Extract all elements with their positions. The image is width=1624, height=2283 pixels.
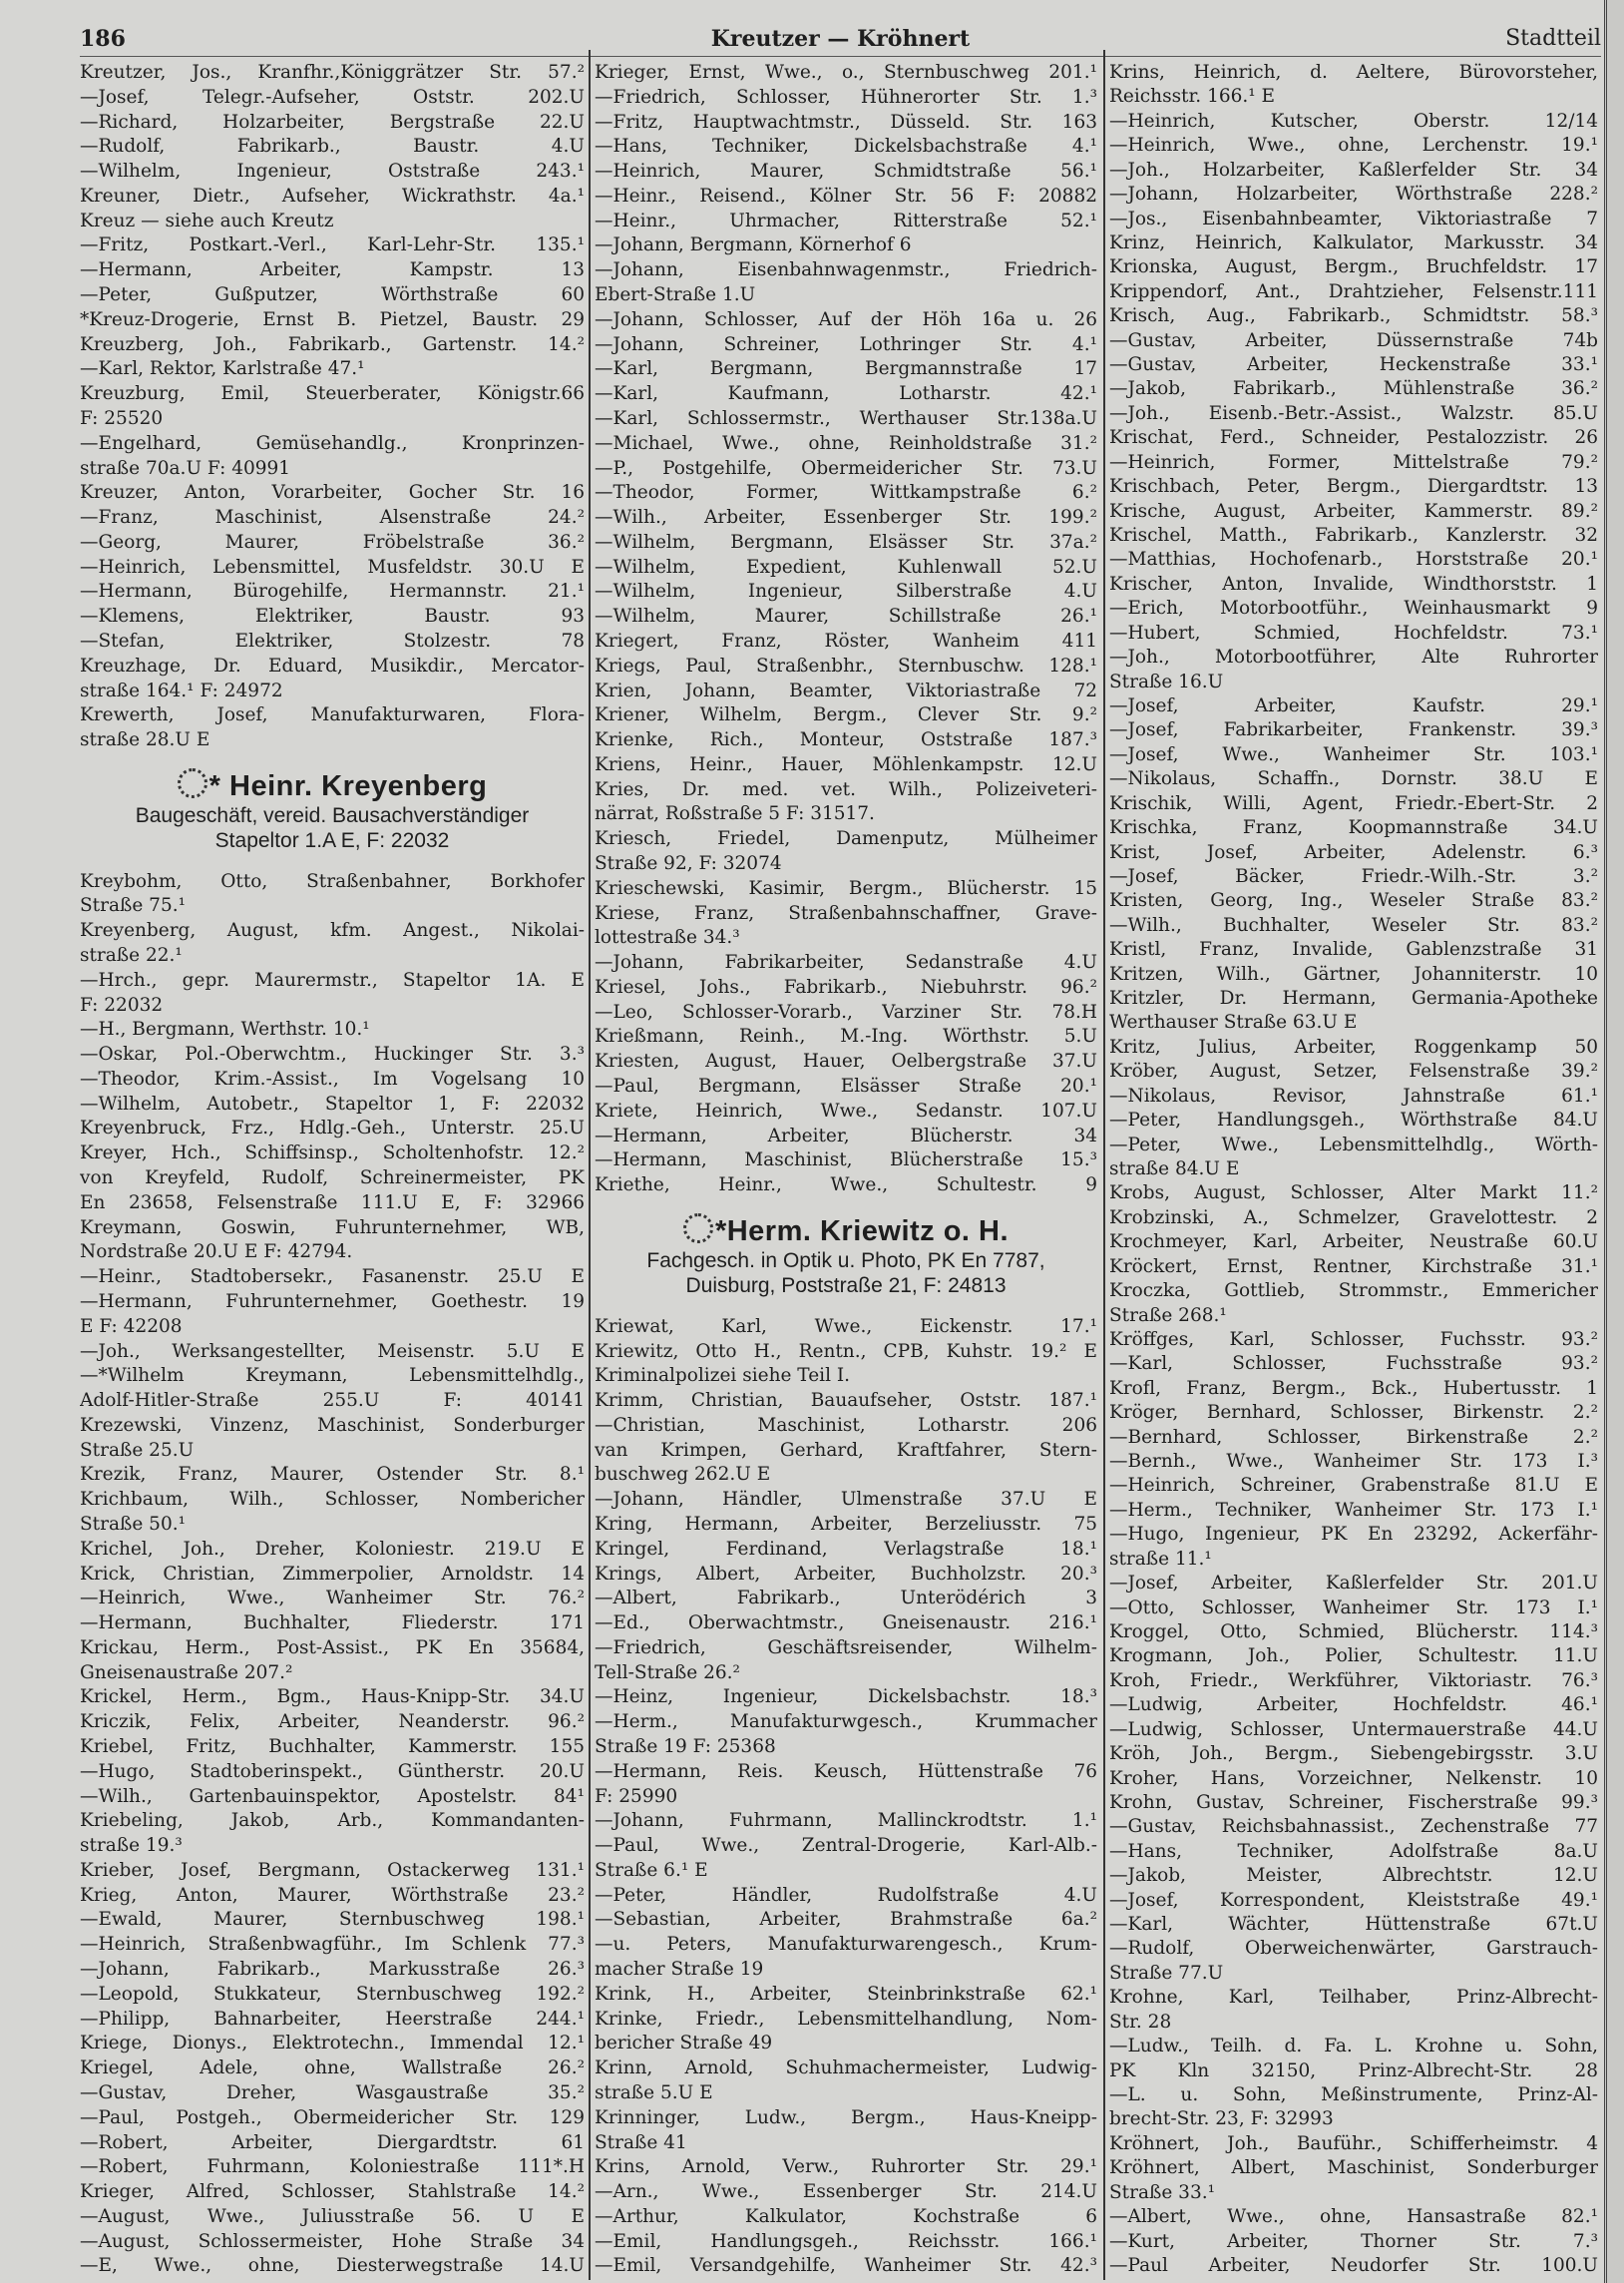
directory-entry-line: Kreuzhage, Dr. Eduard, Musikdir., Mercator- — [80, 655, 585, 677]
directory-entry-line: Krochmeyer, Karl, Arbeiter, Neustraße 60.U — [1109, 1231, 1598, 1253]
advertisement-name-text: * Heinr. Kreyenberg — [208, 769, 488, 802]
directory-entry-line: Straße 50.¹ — [80, 1513, 187, 1535]
directory-entry-line: Krogmann, Joh., Polier, Schultestr. 11.U — [1109, 1645, 1598, 1667]
directory-entry-line: *Kreuz-Drogerie, Ernst B. Pietzel, Baustr. 29 — [80, 308, 585, 330]
directory-entry-line: Krischik, Willi, Agent, Friedr.-Ebert-Str. 2 — [1109, 792, 1598, 814]
directory-entry-line: —August, Schlossermeister, Hohe Straße 34 — [80, 2230, 585, 2252]
advertisement-name — [595, 1213, 1097, 1248]
directory-entry-line: —Christian, Maschinist, Lotharstr. 206 — [595, 1414, 1097, 1436]
directory-entry-line: —Ewald, Maurer, Sternbuschweg 198.¹ — [80, 1909, 585, 1931]
directory-entry-line: —Johann, Fuhrmann, Mallinckrodtstr. 1.¹ — [595, 1810, 1097, 1832]
directory-entry-line: PK Kln 32150, Prinz-Albrecht-Str. 28 — [1109, 2059, 1598, 2081]
directory-entry-line: Krohn, Gustav, Schreiner, Fischerstraße 99.³ — [1109, 1791, 1598, 1813]
directory-entry-line: Kring, Hermann, Arbeiter, Berzeliusstr. 75 — [595, 1513, 1097, 1535]
directory-entry-line: —Bernhard, Schlosser, Birkenstraße 2.² — [1109, 1426, 1598, 1448]
directory-entry-line: Kroczka, Gottlieb, Strommstr., Emmericher — [1109, 1280, 1598, 1302]
directory-entry-line: Krichbaum, Wilh., Schlosser, Nombericher — [80, 1489, 585, 1511]
directory-entry-line: Krießmann, Reinh., M.-Ing. Wörthstr. 5.U — [595, 1026, 1097, 1048]
directory-entry-line: —Hrch., gepr. Maurermstr., Stapeltor 1A. E — [80, 969, 585, 991]
directory-entry-line: Kriegel, Adele, ohne, Wallstraße 26.² — [80, 2057, 585, 2079]
directory-entry-line: —Ed., Oberwachtmstr., Gneisenaustr. 216.¹ — [595, 1612, 1097, 1634]
directory-entry-line: —Friedrich, Schlosser, Hühnerorter Str. 1.³ — [595, 86, 1097, 108]
directory-entry-line: Krien, Johann, Beamter, Viktoriastraße 72 — [595, 680, 1097, 701]
directory-entry-line: Kriener, Wilhelm, Bergm., Clever Str. 9.² — [595, 704, 1097, 726]
directory-entry-line: Kreuz — siehe auch Kreutz — [80, 210, 334, 231]
directory-entry-line: —Bernh., Wwe., Wanheimer Str. 173 I.³ — [1109, 1451, 1598, 1473]
directory-entry-line: Krofl, Franz, Bergm., Bck., Hubertusstr. 1 — [1109, 1377, 1598, 1399]
directory-entry-line: straße 84.U E — [1109, 1157, 1240, 1179]
directory-entry-line: Krins, Heinrich, d. Aeltere, Bürovorsteher, — [1109, 62, 1598, 83]
directory-entry-line: F: 25990 — [595, 1785, 678, 1807]
directory-entry-line: —Franz, Maschinist, Alsenstraße 24.² — [80, 507, 585, 529]
directory-entry-line: Kreuzer, Anton, Vorarbeiter, Gocher Str. 16 — [80, 482, 585, 504]
directory-entry-line: —Kurt, Arbeiter, Thorner Str. 7.³ — [1109, 2230, 1598, 2252]
directory-entry-line: Krewerth, Josef, Manufakturwaren, Flora- — [80, 704, 585, 726]
directory-entry-line: Krieber, Josef, Bergmann, Ostackerweg 131.¹ — [80, 1859, 585, 1881]
directory-entry-line: —Hermann, Maschinist, Blücherstraße 15.³ — [595, 1149, 1097, 1171]
directory-entry-line: Str. 28 — [1109, 2011, 1172, 2033]
directory-entry-line: —Ludw., Teilh. d. Fa. L. Krohne u. Sohn, — [1109, 2036, 1598, 2057]
directory-entry-line: —Heinrich, Former, Mittelstraße 79.² — [1109, 451, 1598, 473]
next-page-edge — [1604, 0, 1624, 2283]
directory-entry-line: —Josef, Arbeiter, Kaßlerfelder Str. 201.U — [1109, 1573, 1598, 1595]
directory-entry-line: Kriebel, Fritz, Buchhalter, Kammerstr. 155 — [80, 1736, 585, 1757]
directory-entry-line: —Johann, Bergmann, Körnerhof 6 — [595, 234, 912, 256]
directory-entry-line: —Johann, Schreiner, Lothringer Str. 4.¹ — [595, 333, 1097, 355]
directory-entry-line: F: 22032 — [80, 994, 164, 1016]
directory-entry-line: Kreymann, Goswin, Fuhrunternehmer, WB, — [80, 1216, 585, 1238]
directory-entry-line: Krobzinski, A., Schmelzer, Gravelottestr. 2 — [1109, 1206, 1598, 1228]
directory-entry-line: Krippendorf, Ant., Drahtzieher, Felsenstr.111 — [1109, 280, 1598, 302]
directory-entry-line: —Leo, Schlosser-Vorarb., Varziner Str. 78.H — [595, 1001, 1097, 1023]
directory-entry-line: En 23658, Felsenstraße 111.U E, F: 32966 — [80, 1191, 585, 1213]
directory-entry-line: Krinn, Arnold, Schuhmachermeister, Ludwig- — [595, 2057, 1097, 2079]
directory-entry-line: Straße 268.¹ — [1109, 1304, 1227, 1326]
directory-entry-line: —Jakob, Fabrikarb., Mühlenstraße 36.² — [1109, 378, 1598, 400]
directory-entry-line: Straße 33.¹ — [1109, 2181, 1216, 2203]
directory-entry-line: —Heinrich, Wwe., ohne, Lerchenstr. 19.¹ — [1109, 135, 1598, 157]
directory-entry-line: Krieschewski, Kasimir, Bergm., Blücherstr. 15 — [595, 877, 1097, 899]
directory-entry-line: —Matthias, Hochofenarb., Horststraße 20.¹ — [1109, 549, 1598, 571]
directory-entry-line: —Hermann, Arbeiter, Blücherstr. 34 — [595, 1125, 1097, 1146]
directory-entry-line: —Joh., Werksangestellter, Meisenstr. 5.U E — [80, 1340, 585, 1362]
directory-entry-line: bericher Straße 49 — [595, 2033, 773, 2055]
directory-entry-line: —August, Wwe., Juliusstraße 56. U E — [80, 2205, 585, 2227]
directory-entry-line: Krieger, Alfred, Schlosser, Stahlstraße 14.² — [80, 2181, 585, 2203]
directory-entry-line: Kroher, Hans, Vorzeichner, Nelkenstr. 10 — [1109, 1767, 1598, 1789]
directory-entry-line: —Heinr., Reisend., Kölner Str. 56 F: 20882 — [595, 185, 1097, 207]
directory-entry-line: —Jos., Eisenbahnbeamter, Viktoriastraße 7 — [1109, 208, 1598, 229]
directory-entry-line: —u. Peters, Manufakturwarengesch., Krum- — [595, 1934, 1097, 1956]
directory-column-1 — [80, 62, 585, 2277]
directory-entry-line: —Hubert, Schmied, Hochfeldstr. 73.¹ — [1109, 622, 1598, 644]
directory-entry-line: Krezik, Franz, Maurer, Ostender Str. 8.¹ — [80, 1464, 585, 1486]
directory-entry-line: —Hermann, Bürogehilfe, Hermannstr. 21.¹ — [80, 581, 585, 603]
directory-entry-line: —Johann, Holzarbeiter, Wörthstraße 228.² — [1109, 184, 1598, 206]
directory-entry-line: —Paul, Bergmann, Elsässer Straße 20.¹ — [595, 1076, 1097, 1098]
directory-entry-line: —Klemens, Elektriker, Baustr. 93 — [80, 606, 585, 628]
directory-entry-line: Kröh, Joh., Bergm., Siebengebirgsstr. 3.U — [1109, 1743, 1598, 1765]
directory-entry-line: Straße 19 F: 25368 — [595, 1736, 776, 1757]
directory-column-2 — [595, 62, 1097, 2277]
directory-entry-line: straße 11.¹ — [1109, 1548, 1212, 1570]
directory-entry-line: —Engelhard, Gemüsehandlg., Kronprinzen- — [80, 432, 585, 454]
directory-entry-line: Kristen, Georg, Ing., Weseler Straße 83.² — [1109, 890, 1598, 912]
directory-entry-line: —Friedrich, Geschäftsreisender, Wilhelm- — [595, 1636, 1097, 1658]
directory-entry-line: F: 25520 — [80, 407, 164, 429]
advertisement-detail: Duisburg, Poststraße 21, F: 24813 — [685, 1273, 1007, 1297]
directory-entry-line: Nordstraße 20.U E F: 42794. — [80, 1241, 353, 1263]
directory-entry-line: Krischat, Ferd., Schneider, Pestalozzistr. 26 — [1109, 427, 1598, 449]
directory-entry-line: Kröhnert, Albert, Maschinist, Sonderburger — [1109, 2157, 1598, 2179]
directory-entry-line: —Wilhelm, Bergmann, Elsässer Str. 37a.² — [595, 531, 1097, 553]
directory-entry-line: —Arthur, Kalkulator, Kochstraße 6 — [595, 2205, 1097, 2227]
directory-entry-line: Kriese, Franz, Straßenbahnschaffner, Grave- — [595, 902, 1097, 924]
directory-entry-line: —Hans, Techniker, Adolfstraße 8a.U — [1109, 1840, 1598, 1862]
directory-entry-line: Krischbach, Peter, Bergm., Diergardtstr. 13 — [1109, 476, 1598, 498]
directory-entry-line: Krieg, Anton, Maurer, Wörthstraße 23.² — [80, 1884, 585, 1906]
directory-entry-line: Kriegs, Paul, Straßenbhr., Sternbuschw. 128.¹ — [595, 655, 1097, 677]
directory-entry-line: Krichel, Joh., Dreher, Koloniestr. 219.U E — [80, 1538, 585, 1560]
directory-entry-line: —Joh., Motorbootführer, Alte Ruhrorter — [1109, 647, 1598, 669]
directory-entry-line: —L. u. Sohn, Meßinstrumente, Prinz-Al- — [1109, 2084, 1598, 2106]
directory-entry-line: —Karl, Rektor, Karlstraße 47.¹ — [80, 358, 365, 380]
directory-entry-line: Krins, Arnold, Verw., Ruhrorter Str. 29.¹ — [595, 2156, 1097, 2178]
advertisement-block — [595, 1199, 1097, 1312]
directory-entry-line: straße 164.¹ F: 24972 — [80, 680, 283, 701]
directory-entry-line: —Josef, Korrespondent, Kleiststraße 49.¹ — [1109, 1889, 1598, 1911]
directory-entry-line: Kriegert, Franz, Röster, Wanheim 411 — [595, 630, 1097, 652]
directory-entry-line: Straße 16.U — [1109, 671, 1224, 692]
directory-entry-line: —P., Postgehilfe, Obermeidericher Str. 73.U — [595, 457, 1097, 479]
directory-entry-line: —Wilh., Buchhalter, Weseler Str. 83.² — [1109, 914, 1598, 936]
directory-entry-line: Kreybohm, Otto, Straßenbahner, Borkhofer — [80, 870, 585, 892]
directory-entry-line: Kröhnert, Joh., Bauführ., Schifferheimstr. 4 — [1109, 2132, 1598, 2154]
directory-entry-line: Kröckert, Ernst, Rentner, Kirchstraße 31.¹ — [1109, 1255, 1598, 1277]
directory-entry-line: —Stefan, Elektriker, Stolzestr. 78 — [80, 630, 585, 652]
directory-entry-line: Kreyenberg, August, kfm. Angest., Nikolai- — [80, 920, 585, 942]
wreath-logo-icon — [178, 768, 207, 798]
directory-entry-line: —Ludwig, Arbeiter, Hochfeldstr. 46.¹ — [1109, 1694, 1598, 1716]
directory-entry-line: straße 28.U E — [80, 729, 210, 751]
page-header — [80, 22, 1601, 56]
advertisement-detail: Stapeltor 1.A E, F: 22032 — [214, 828, 450, 852]
directory-entry-line: Krings, Albert, Arbeiter, Buchholzstr. 20.³ — [595, 1563, 1097, 1585]
directory-entry-line: —Jakob, Meister, Albrechtstr. 12.U — [1109, 1865, 1598, 1887]
directory-entry-line: —Hermann, Reis. Keusch, Hüttenstraße 76 — [595, 1760, 1097, 1782]
directory-entry-line: Straße 41 — [595, 2131, 687, 2153]
directory-entry-line: —Josef, Fabrikarbeiter, Frankenstr. 39.³ — [1109, 719, 1598, 741]
directory-entry-line: Kriesch, Friedel, Damenputz, Mülheimer — [595, 828, 1097, 850]
advertisement-detail: Fachgesch. in Optik u. Photo, PK En 7787, — [646, 1248, 1045, 1272]
directory-entry-line: —Wilh., Gartenbauinspektor, Apostelstr. 84¹ — [80, 1785, 585, 1807]
directory-entry-line: Kritzen, Wilh., Gärtner, Johanniterstr. 10 — [1109, 963, 1598, 985]
directory-entry-line: —Herm., Techniker, Wanheimer Str. 173 I.¹ — [1109, 1499, 1598, 1521]
directory-entry-line: Straße 77.U — [1109, 1962, 1224, 1984]
directory-entry-line: närrat, Roßstraße 5 F: 31517. — [595, 803, 875, 825]
directory-entry-line: —Theodor, Krim.-Assist., Im Vogelsang 10 — [80, 1068, 585, 1090]
directory-entry-line: —Hugo, Stadtoberinspekt., Güntherstr. 20.U — [80, 1760, 585, 1782]
directory-entry-line: —Wilh., Arbeiter, Essenberger Str. 199.² — [595, 507, 1097, 529]
advertisement-name-text: *Herm. Kriewitz o. H. — [714, 1214, 1010, 1247]
directory-entry-line: Kritzler, Dr. Hermann, Germania-Apotheke — [1109, 988, 1598, 1010]
directory-entry-line: —Peter, Handlungsgeh., Wörthstraße 84.U — [1109, 1110, 1598, 1132]
directory-entry-line: —Erich, Motorbootführ., Weinhausmarkt 9 — [1109, 598, 1598, 620]
directory-entry-line: —*Wilhelm Kreymann, Lebensmittelhdlg., — [80, 1365, 585, 1387]
column-divider — [589, 50, 591, 2280]
directory-entry-line: Kriminalpolizei siehe Teil I. — [595, 1365, 851, 1387]
directory-entry-line: —Ludwig, Schlosser, Untermauerstraße 44.U — [1109, 1718, 1598, 1740]
directory-entry-line: —E, Wwe., ohne, Diesterwegstraße 14.U — [80, 2255, 585, 2277]
directory-entry-line: Krieger, Ernst, Wwe., o., Sternbuschweg 201.¹ — [595, 62, 1097, 83]
directory-entry-line: —Herm., Manufakturwgesch., Krummacher — [595, 1711, 1097, 1733]
directory-entry-line: —Gustav, Arbeiter, Heckenstraße 33.¹ — [1109, 354, 1598, 376]
directory-entry-line: Reichsstr. 166.¹ E — [1109, 86, 1276, 108]
directory-entry-line: —Karl, Kaufmann, Lotharstr. 42.¹ — [595, 383, 1097, 405]
directory-entry-line: —Sebastian, Arbeiter, Brahmstraße 6a.² — [595, 1909, 1097, 1931]
directory-entry-line: —Oskar, Pol.-Oberwchtm., Huckinger Str. 3.³ — [80, 1044, 585, 1066]
directory-entry-line: von Kreyfeld, Rudolf, Schreinermeister, PK — [80, 1167, 585, 1189]
directory-entry-line: Kröffges, Karl, Schlosser, Fuchsstr. 93.² — [1109, 1328, 1598, 1350]
directory-entry-line: buschweg 262.U E — [595, 1464, 771, 1486]
directory-entry-line: Tell-Straße 26.² — [595, 1661, 740, 1683]
directory-entry-line: —Josef, Bäcker, Friedr.-Wilh.-Str. 3.² — [1109, 865, 1598, 887]
directory-entry-line: —Peter, Händler, Rudolfstraße 4.U — [595, 1884, 1097, 1906]
directory-entry-line: Adolf-Hitler-Straße 255.U F: 40141 — [80, 1390, 585, 1412]
directory-entry-line: Kriewitz, Otto H., Rentn., CPB, Kuhstr. 19.² E — [595, 1340, 1097, 1362]
directory-entry-line: —Nikolaus, Revisor, Jahnstraße 61.¹ — [1109, 1085, 1598, 1107]
directory-entry-line: Kries, Dr. med. vet. Wilh., Polizeiveteri- — [595, 778, 1097, 800]
directory-entry-line: —Philipp, Bahnarbeiter, Heerstraße 244.¹ — [80, 2008, 585, 2030]
directory-entry-line: —Gustav, Dreher, Wasgaustraße 35.² — [80, 2081, 585, 2103]
directory-entry-line: —Wilhelm, Autobetr., Stapeltor 1, F: 22032 — [80, 1093, 585, 1115]
directory-entry-line: straße 5.U E — [595, 2081, 713, 2103]
directory-entry-line: Kreyer, Hch., Schiffsinsp., Scholtenhofstr. 12.² — [80, 1142, 585, 1164]
directory-entry-line: Krionska, August, Bergm., Bruchfeldstr. 17 — [1109, 256, 1598, 278]
header-rule — [80, 56, 1601, 57]
directory-entry-line: E F: 42208 — [80, 1315, 183, 1337]
directory-entry-line: Kroh, Friedr., Werkführer, Viktoriastr. 76.³ — [1109, 1669, 1598, 1691]
column-divider — [1103, 50, 1105, 2280]
directory-entry-line: Krinke, Friedr., Lebensmittelhandlung, Nom- — [595, 2008, 1097, 2030]
directory-entry-line: —Johann, Händler, Ulmenstraße 37.U E — [595, 1489, 1097, 1511]
directory-entry-line: —Heinrich, Lebensmittel, Musfeldstr. 30.U E — [80, 556, 585, 578]
directory-entry-line: —Rudolf, Oberweichenwärter, Garstrauch- — [1109, 1938, 1598, 1960]
directory-entry-line: —Robert, Fuhrmann, Koloniestraße 111*.H — [80, 2156, 585, 2178]
running-title: Kreutzer — Kröhnert — [710, 26, 971, 52]
directory-entry-line: —H., Bergmann, Werthstr. 10.¹ — [80, 1019, 370, 1041]
directory-entry-line: —Nikolaus, Schaffn., Dornstr. 38.U E — [1109, 768, 1598, 790]
directory-entry-line: —Richard, Holzarbeiter, Bergstraße 22.U — [80, 111, 585, 133]
page-number: 186 — [80, 26, 126, 52]
directory-entry-line: Kriesel, Johs., Fabrikarb., Niebuhrstr. 96.² — [595, 976, 1097, 998]
directory-entry-line: Krischer, Anton, Invalide, Windthorststr. 1 — [1109, 573, 1598, 595]
directory-entry-line: —Wilhelm, Ingenieur, Oststraße 243.¹ — [80, 161, 585, 183]
directory-entry-line: Krischel, Matth., Fabrikarb., Kanzlerstr. 32 — [1109, 525, 1598, 547]
directory-entry-line: —Josef, Wwe., Wanheimer Str. 103.¹ — [1109, 743, 1598, 765]
advertisement-detail: Baugeschäft, vereid. Bausachverständiger — [135, 803, 530, 827]
directory-entry-line: —Johann, Schlosser, Auf der Höh 16a u. 26 — [595, 308, 1097, 330]
directory-entry-line: Straße 75.¹ — [80, 895, 187, 917]
wreath-logo-icon — [683, 1213, 713, 1243]
directory-entry-line: —Joh., Holzarbeiter, Kaßlerfelder Str. 34 — [1109, 159, 1598, 181]
directory-entry-line: straße 22.¹ — [80, 945, 183, 966]
directory-entry-line: —Heinrich, Kutscher, Oberstr. 12/14 — [1109, 110, 1598, 132]
directory-entry-line: Kriethe, Heinr., Wwe., Schultestr. 9 — [595, 1174, 1097, 1196]
directory-entry-line: —Heinr., Stadtobersekr., Fasanenstr. 25.U E — [80, 1266, 585, 1288]
directory-entry-line: —Heinrich, Schreiner, Grabenstraße 81.U E — [1109, 1475, 1598, 1497]
directory-entry-line: —Paul, Wwe., Zentral-Drogerie, Karl-Alb.- — [595, 1835, 1097, 1857]
directory-entry-line: —Heinrich, Maurer, Schmidtstraße 56.¹ — [595, 161, 1097, 183]
directory-entry-line: Krickau, Herm., Post-Assist., PK En 35684, — [80, 1636, 585, 1658]
directory-entry-line: —Josef, Telegr.-Aufseher, Oststr. 202.U — [80, 86, 585, 108]
directory-entry-line: —Josef, Arbeiter, Kaufstr. 29.¹ — [1109, 694, 1598, 716]
directory-entry-line: —Hermann, Buchhalter, Fliederstr. 171 — [80, 1612, 585, 1634]
directory-entry-line: —Paul, Postgeh., Obermeidericher Str. 129 — [80, 2106, 585, 2128]
directory-entry-line: —Gustav, Arbeiter, Düssernstraße 74b — [1109, 329, 1598, 351]
directory-entry-line: —Georg, Maurer, Fröbelstraße 36.² — [80, 531, 585, 553]
directory-entry-line: Kröger, Bernhard, Schlosser, Birkenstr. 2.² — [1109, 1402, 1598, 1424]
directory-entry-line: Kriens, Heinr., Hauer, Möhlenkampstr. 12.U — [595, 753, 1097, 775]
directory-entry-line: Kroggel, Otto, Schmied, Blücherstr. 114.³ — [1109, 1621, 1598, 1642]
directory-entry-line: Kriebeling, Jakob, Arb., Kommandanten- — [80, 1810, 585, 1832]
directory-entry-line: Krimm, Christian, Bauaufseher, Oststr. 187.¹ — [595, 1390, 1097, 1412]
directory-entry-line: —Rudolf, Fabrikarb., Baustr. 4.U — [80, 136, 585, 158]
directory-entry-line: Kriewat, Karl, Wwe., Eickenstr. 17.¹ — [595, 1315, 1097, 1337]
advertisement-block — [80, 754, 585, 867]
directory-entry-line: Kriete, Heinrich, Wwe., Sedanstr. 107.U — [595, 1100, 1097, 1122]
directory-entry-line: —Wilhelm, Ingenieur, Silberstraße 4.U — [595, 581, 1097, 603]
directory-entry-line: —Otto, Schlosser, Wanheimer Str. 173 I.¹ — [1109, 1597, 1598, 1618]
directory-entry-line: brecht-Str. 23, F: 32993 — [1109, 2108, 1334, 2130]
directory-entry-line: —Gustav, Reichsbahnassist., Zechenstraße 77 — [1109, 1816, 1598, 1838]
directory-entry-line: —Emil, Handlungsgeh., Reichsstr. 166.¹ — [595, 2230, 1097, 2252]
directory-entry-line: Kriczik, Felix, Arbeiter, Neanderstr. 96.² — [80, 1711, 585, 1733]
directory-entry-line: straße 19.³ — [80, 1835, 183, 1857]
directory-entry-line: —Hans, Techniker, Dickelsbachstraße 4.¹ — [595, 136, 1097, 158]
directory-entry-line: Kreyenbruck, Frz., Hdlg.-Geh., Unterstr. 25.U — [80, 1118, 585, 1140]
directory-entry-line: —Robert, Arbeiter, Diergardtstr. 61 — [80, 2131, 585, 2153]
directory-entry-line: Ebert-Straße 1.U — [595, 284, 756, 306]
directory-entry-line: —Hugo, Ingenieur, PK En 23292, Ackerfähr- — [1109, 1524, 1598, 1546]
directory-entry-line: Krobs, August, Schlosser, Alter Markt 11.² — [1109, 1182, 1598, 1204]
directory-entry-line: —Hermann, Arbeiter, Kampstr. 13 — [80, 259, 585, 281]
directory-entry-line: —Heinr., Uhrmacher, Ritterstraße 52.¹ — [595, 210, 1097, 231]
directory-entry-line: —Fritz, Hauptwachtmstr., Düsseld. Str. 163 — [595, 111, 1097, 133]
directory-entry-line: Werthauser Straße 63.U E — [1109, 1012, 1358, 1034]
directory-entry-line: Kringel, Ferdinand, Verlagstraße 18.¹ — [595, 1538, 1097, 1560]
directory-entry-line: Kristl, Franz, Invalide, Gablenzstraße 31 — [1109, 939, 1598, 961]
directory-entry-line: Gneisenaustraße 207.² — [80, 1661, 293, 1683]
directory-entry-line: Krienke, Rich., Monteur, Oststraße 187.³ — [595, 729, 1097, 751]
directory-entry-line: —Michael, Wwe., ohne, Reinholdstraße 31.² — [595, 432, 1097, 454]
directory-entry-line: Straße 92, F: 32074 — [595, 853, 782, 874]
directory-entry-line: —Johann, Fabrikarbeiter, Sedanstraße 4.U — [595, 952, 1097, 974]
directory-entry-line: —Peter, Wwe., Lebensmittelhdlg., Wörth- — [1109, 1134, 1598, 1155]
directory-entry-line: —Hermann, Fuhrunternehmer, Goethestr. 19 — [80, 1290, 585, 1312]
directory-entry-line: —Karl, Schlossermstr., Werthauser Str.138a.U — [595, 407, 1097, 429]
directory-entry-line: Kriege, Dionys., Elektrotechn., Immendal 12.¹ — [80, 2033, 585, 2055]
directory-column-3 — [1109, 62, 1598, 2277]
directory-entry-line: Krohne, Karl, Teilhaber, Prinz-Albrecht- — [1109, 1987, 1598, 2009]
directory-entry-line: —Wilhelm, Maurer, Schillstraße 26.¹ — [595, 606, 1097, 628]
directory-entry-line: macher Straße 19 — [595, 1959, 764, 1981]
directory-entry-line: —Heinrich, Straßenbwagführ., Im Schlenk 77.³ — [80, 1934, 585, 1956]
directory-entry-line: —Fritz, Postkart.-Verl., Karl-Lehr-Str. 135.¹ — [80, 234, 585, 256]
directory-entry-line: Krinninger, Ludw., Bergm., Haus-Kneipp- — [595, 2106, 1097, 2128]
directory-entry-line: Krezewski, Vinzenz, Maschinist, Sonderburger — [80, 1414, 585, 1436]
directory-entry-line: Krischka, Franz, Koopmannstraße 34.U — [1109, 817, 1598, 839]
directory-entry-line: Kreutzer, Jos., Kranfhr.,Königgrätzer Str. 57.² — [80, 62, 585, 83]
directory-entry-line: Krink, H., Arbeiter, Steinbrinkstraße 62.¹ — [595, 1983, 1097, 2005]
directory-entry-line: Krick, Christian, Zimmerpolier, Arnoldstr. 14 — [80, 1563, 585, 1585]
directory-entry-line: Straße 6.¹ E — [595, 1859, 708, 1881]
directory-entry-line: —Wilhelm, Expedient, Kuhlenwall 52.U — [595, 556, 1097, 578]
directory-entry-line: —Johann, Fabrikarb., Markusstraße 26.³ — [80, 1959, 585, 1981]
directory-entry-line: Kritz, Julius, Arbeiter, Roggenkamp 50 — [1109, 1036, 1598, 1058]
directory-entry-line: Krickel, Herm., Bgm., Haus-Knipp-Str. 34.U — [80, 1686, 585, 1708]
directory-entry-line: Krist, Josef, Arbeiter, Adelenstr. 6.³ — [1109, 841, 1598, 863]
directory-entry-line: Krinz, Heinrich, Kalkulator, Markusstr. 34 — [1109, 231, 1598, 253]
directory-entry-line: —Karl, Wächter, Hüttenstraße 67t.U — [1109, 1914, 1598, 1936]
directory-entry-line: Krisch, Aug., Fabrikarb., Schmidtstr. 58.³ — [1109, 305, 1598, 327]
directory-entry-line: —Karl, Bergmann, Bergmannstraße 17 — [595, 358, 1097, 380]
directory-entry-line: —Theodor, Former, Wittkampstraße 6.² — [595, 482, 1097, 504]
directory-entry-line: —Peter, Gußputzer, Wörthstraße 60 — [80, 284, 585, 306]
directory-entry-line: lottestraße 34.³ — [595, 927, 740, 949]
advertisement-name — [80, 768, 585, 803]
directory-entry-line: —Emil, Versandgehilfe, Wanheimer Str. 42.³ — [595, 2255, 1097, 2277]
directory-entry-line: —Karl, Schlosser, Fuchsstraße 93.² — [1109, 1353, 1598, 1375]
directory-entry-line: Straße 25.U — [80, 1439, 195, 1461]
directory-entry-line: —Paul Arbeiter, Neudorfer Str. 100.U — [1109, 2254, 1598, 2276]
directory-entry-line: —Heinz, Ingenieur, Dickelsbachstr. 18.³ — [595, 1686, 1097, 1708]
directory-entry-line: —Albert, Wwe., ohne, Hansastraße 82.¹ — [1109, 2206, 1598, 2228]
directory-entry-line: Krische, August, Arbeiter, Kammerstr. 89.² — [1109, 500, 1598, 522]
directory-entry-line: —Joh., Eisenb.-Betr.-Assist., Walzstr. 85.U — [1109, 402, 1598, 424]
directory-entry-line: —Johann, Eisenbahnwagenmstr., Friedrich- — [595, 259, 1097, 281]
directory-entry-line: Kreuner, Dietr., Aufseher, Wickrathstr. 4a.¹ — [80, 185, 585, 207]
directory-entry-line: Kröber, August, Setzer, Felsenstraße 39.² — [1109, 1061, 1598, 1083]
directory-entry-line: straße 70a.U F: 40991 — [80, 457, 291, 479]
directory-entry-line: van Krimpen, Gerhard, Kraftfahrer, Stern- — [595, 1439, 1097, 1461]
directory-entry-line: —Arn., Wwe., Essenberger Str. 214.U — [595, 2181, 1097, 2203]
section-label: Stadtteil — [1505, 26, 1601, 51]
directory-entry-line: —Heinrich, Wwe., Wanheimer Str. 76.² — [80, 1588, 585, 1609]
directory-entry-line: Kreuzberg, Joh., Fabrikarb., Gartenstr. 14.² — [80, 333, 585, 355]
directory-entry-line: —Albert, Fabrikarb., Unterödérich 3 — [595, 1588, 1097, 1609]
directory-entry-line: —Leopold, Stukkateur, Sternbuschweg 192.² — [80, 1983, 585, 2005]
directory-entry-line: Kriesten, August, Hauer, Oelbergstraße 37.U — [595, 1051, 1097, 1073]
directory-entry-line: Kreuzburg, Emil, Steuerberater, Königstr.66 — [80, 383, 585, 405]
